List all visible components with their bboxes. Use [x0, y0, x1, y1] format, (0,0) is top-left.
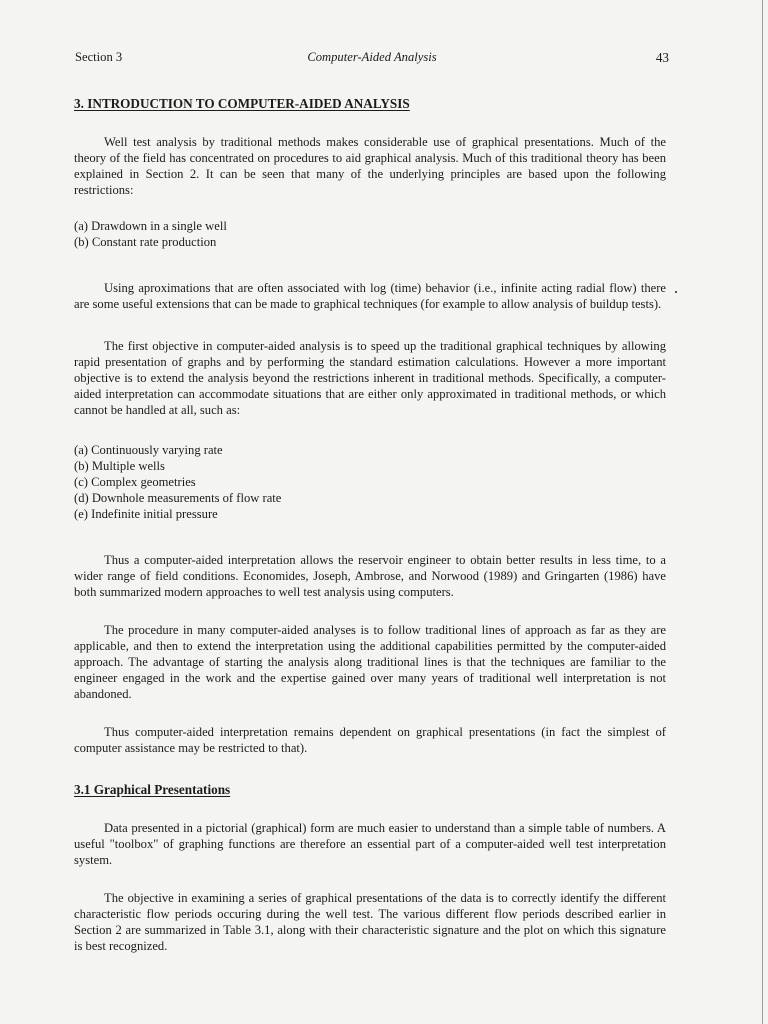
paragraph-extensions: Using aproximations that are often associated with log (time) behavior (i.e., infinite acting radial flow) there are some useful extensions that can be made to graphical techniques (for example to allow analysis of buildup tests).: [74, 281, 666, 311]
subsection-heading: 3.1 Graphical Presentations: [74, 782, 231, 797]
list-item: (e) Indefinite initial pressure: [74, 507, 218, 521]
margin-mark: [675, 291, 677, 293]
restrictions-list: [74, 218, 666, 250]
list-item: (a) Drawdown in a single well: [74, 219, 227, 233]
paragraph-flow-periods: The objective in examining a series of graphical presentations of the data is to correctly identify the different characteristic flow periods occuring during the well test. The various different flow periods described earlier in Section 2 are summarized in Table 3.1, along with their characteristic signature and the plot on which this signature is best recognized.: [74, 891, 666, 953]
situations-list: [74, 442, 666, 522]
page-edge-line: [762, 0, 763, 1024]
header-title: Computer-Aided Analysis: [307, 50, 437, 64]
paragraph-dependence: Thus computer-aided interpretation remains dependent on graphical presentations (in fact the simplest of computer assistance may be restricted to that).: [74, 725, 666, 755]
section-heading: 3. INTRODUCTION TO COMPUTER-AIDED ANALYSIS: [74, 96, 410, 111]
paragraph-results: Thus a computer-aided interpretation allows the reservoir engineer to obtain better results in less time, to a wider range of field conditions. Economides, Joseph, Ambrose, and Norwood (1989) and Gringarten (1986) have both summarized modern approaches to well test analysis using computers.: [74, 553, 666, 599]
page-body: [74, 96, 666, 970]
paragraph-intro: Well test analysis by traditional methods makes considerable use of graphical presentations. Much of the theory of the field has concentrated on procedures to aid graphical analysis. Much of this traditional theory has been explained in Section 2. It can be seen that many of the underlying principles are based upon the following restrictions:: [74, 135, 666, 197]
list-item: (b) Constant rate production: [74, 235, 217, 249]
paragraph-objective: The first objective in computer-aided analysis is to speed up the traditional graphical techniques by allowing rapid presentation of graphs and by performing the standard estimation calculations. However a more important objective is to extend the analysis beyond the restrictions inherent in traditional methods. Specifically, a computer-aided interpretation can accommodate situations that are either only approximated in traditional methods, or which cannot be handled at all, such as:: [74, 339, 666, 417]
header-section: Section 3: [75, 50, 123, 64]
header-page-number: 43: [655, 50, 669, 65]
list-item: (b) Multiple wells: [74, 459, 165, 473]
list-item: (a) Continuously varying rate: [74, 443, 223, 457]
list-item: (d) Downhole measurements of flow rate: [74, 491, 282, 505]
list-item: (c) Complex geometries: [74, 475, 196, 489]
paragraph-graphical: Data presented in a pictorial (graphical) form are much easier to understand than a simple table of numbers. A useful "toolbox" of graphing functions are therefore an essential part of a computer-aided well test interpretation system.: [74, 821, 666, 867]
running-header: [75, 50, 669, 70]
paragraph-procedure: The procedure in many computer-aided analyses is to follow traditional lines of approach as far as they are applicable, and then to extend the interpretation using the additional capabilities permitted by the computer-aided approach. The advantage of starting the analysis along traditional lines is that the techniques are familiar to the engineer engaged in the work and the expertise gained over many years of traditional well interpretation is not abandoned.: [74, 623, 666, 701]
